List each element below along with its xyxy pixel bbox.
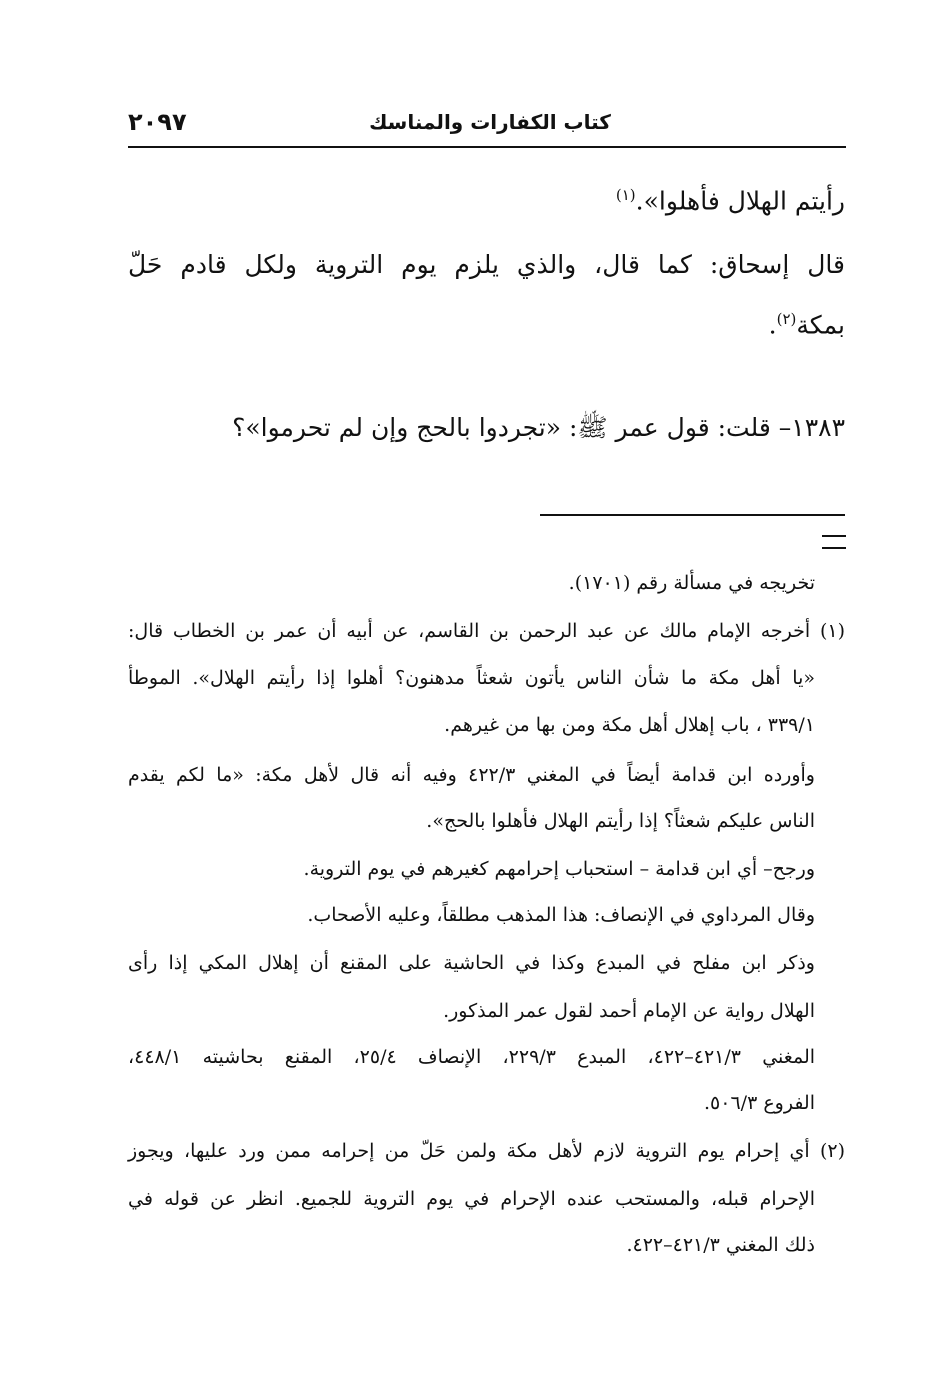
footnote-2-line: (٢) أي إحرام يوم التروية لازم لأهل مكة ولمن حَلّ من إحرامه ممن ورد عليها، ويجوز (128, 1140, 845, 1162)
footnote-1-line: الفروع ٥٠٦/٣. (704, 1092, 815, 1114)
footnote-1-line: وأورده ابن قدامة أيضاً في المغني ٤٢٢/٣ وفيه أنه قال لأهل مكة: «ما لكم يقدم (128, 764, 815, 786)
body-line-2: قال إسحاق: كما قال، والذي يلزم يوم التروية ولكل قادم حَلّ (128, 250, 845, 279)
footnote-1-line: وذكر ابن مفلح في المبدع وكذا في الحاشية على المقنع أن إهلال المكي إذا رأى (128, 952, 815, 974)
footnote-carry: تخريجه في مسألة رقم (١٧٠١). (568, 572, 815, 594)
footnote-separator (540, 514, 845, 516)
footnote-2-line: الإحرام قبله، والمستحب عنده الإحرام في يوم التروية للجميع. انظر عن قوله في (128, 1188, 815, 1210)
body-text: بمكة (796, 310, 845, 340)
body-text: رأيتم الهلال فأهلوا». (635, 186, 845, 216)
footnote-1-line: «يا أهل مكة ما شأن الناس يأتون شعثاً مدهنون؟ أهلوا إذا رأيتم الهلال». الموطأ (128, 667, 815, 689)
continuation-mark (822, 535, 846, 549)
body-text-end: . (768, 310, 777, 340)
running-header-title: كتاب الكفارات والمناسك (369, 110, 611, 134)
footnote-1-line: الناس عليكم شعثاً؟ إذا رأيتم الهلال فأهلوا بالحج». (426, 810, 815, 832)
question-heading: ١٣٨٣– قلت: قول عمر ﷺ: «تجردوا بالحج وإن لم تحرموا»؟ (232, 413, 845, 442)
footnote-1-line: المغني ٤٢١/٣–٤٢٢، المبدع ٢٢٩/٣، الإنصاف ٢٥/٤، المقنع بحاشيته ٤٤٨/١، (128, 1046, 816, 1068)
body-line-3 (769, 310, 845, 339)
footnote-ref-1: (١) (615, 186, 636, 204)
footnote-ref-2: (٢) (776, 310, 797, 328)
page-number: ٢٠٩٧ (128, 108, 187, 136)
footnote-1-line: (١) أخرجه الإمام مالك عن عبد الرحمن بن القاسم، عن أبيه أن عمر بن الخطاب قال: (128, 620, 845, 642)
footnote-1-line: وقال المرداوي في الإنصاف: هذا المذهب مطلقاً، وعليه الأصحاب. (307, 904, 815, 926)
footnote-2-line: ذلك المغني ٤٢١/٣–٤٢٢. (626, 1234, 815, 1256)
header-rule (128, 146, 846, 148)
footnote-1-line: الهلال رواية عن الإمام أحمد لقول عمر المذكور. (443, 1000, 815, 1022)
body-line-1 (616, 186, 845, 215)
footnote-1-line: ورجح– أي ابن قدامة – استحباب إحرامهم كغيرهم في يوم التروية. (303, 858, 815, 880)
footnote-1-line: ٣٣٩/١ ، باب إهلال أهل مكة ومن بها من غيرهم. (444, 714, 815, 736)
